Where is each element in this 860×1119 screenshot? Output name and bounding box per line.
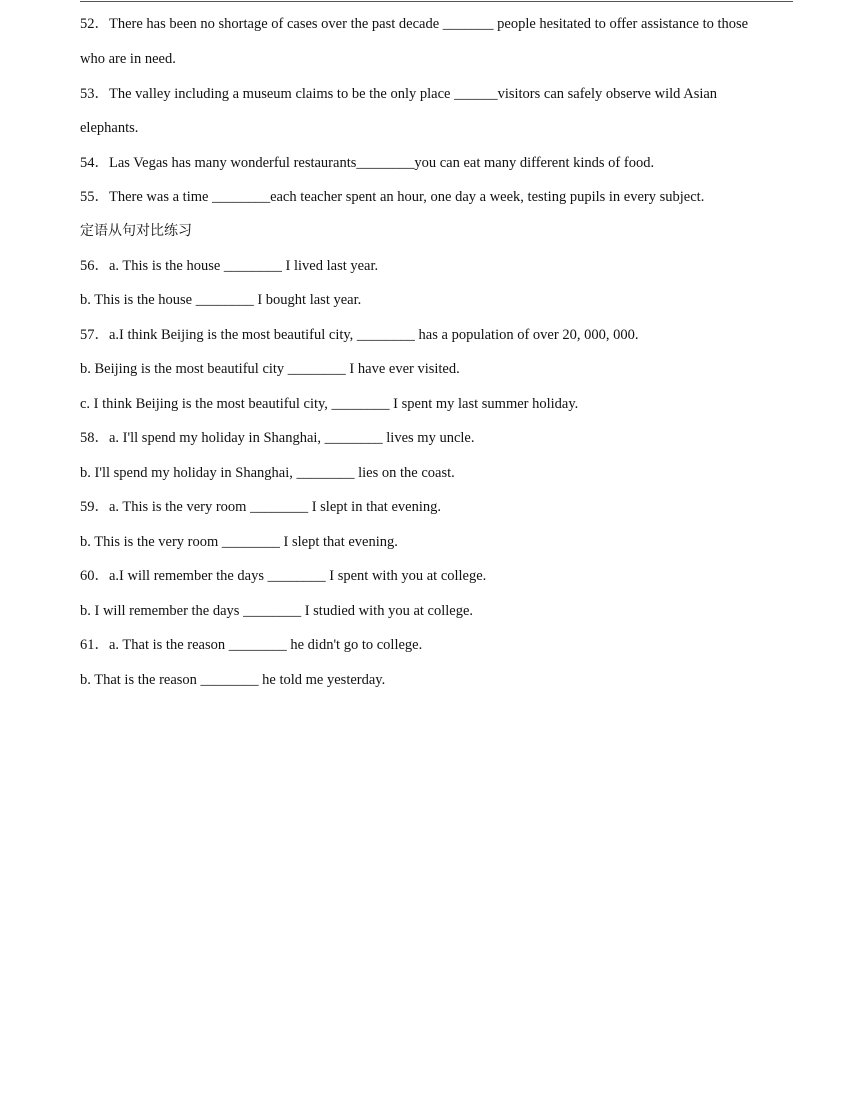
question-59b: b. This is the very room ________ I slept that evening. [80,534,398,550]
question-54: 54．Las Vegas has many wonderful restaurants________you can eat many different kinds of food. [80,155,655,171]
question-60b: b. I will remember the days ________ I studied with you at college. [80,603,474,619]
question-59a: 59．a. This is the very room ________ I slept in that evening. [80,499,441,515]
question-57c: c. I think Beijing is the most beautiful city, ________ I spent my last summer holiday. [80,396,579,412]
section-heading: 定语从句对比练习 [80,223,192,239]
question-60a: 60．a.I will remember the days ________ I spent with you at college. [80,568,487,584]
question-52-line-2: who are in need. [80,51,176,67]
question-61a: 61．a. That is the reason ________ he didn't go to college. [80,637,423,653]
question-53-line-2: elephants. [80,120,139,136]
question-56b: b. This is the house ________ I bought last year. [80,292,362,308]
question-58b: b. I'll spend my holiday in Shanghai, ________ lies on the coast. [80,465,455,481]
question-52-line-1: 52．There has been no shortage of cases over the past decade _______ people hesitated to offer assistance to those [80,16,749,32]
question-57b: b. Beijing is the most beautiful city ________ I have ever visited. [80,361,460,377]
question-61b: b. That is the reason ________ he told me yesterday. [80,672,386,688]
question-57a: 57．a.I think Beijing is the most beautiful city, ________ has a population of over 20, 000, 000. [80,327,639,343]
question-56a: 56．a. This is the house ________ I lived last year. [80,258,379,274]
question-53-line-1: 53．The valley including a museum claims to be the only place ______visitors can safely observe wild Asian [80,86,718,102]
question-58a: 58．a. I'll spend my holiday in Shanghai, ________ lives my uncle. [80,430,475,446]
question-55: 55．There was a time ________each teacher spent an hour, one day a week, testing pupils in every subject. [80,189,705,205]
header-rule [80,1,793,2]
